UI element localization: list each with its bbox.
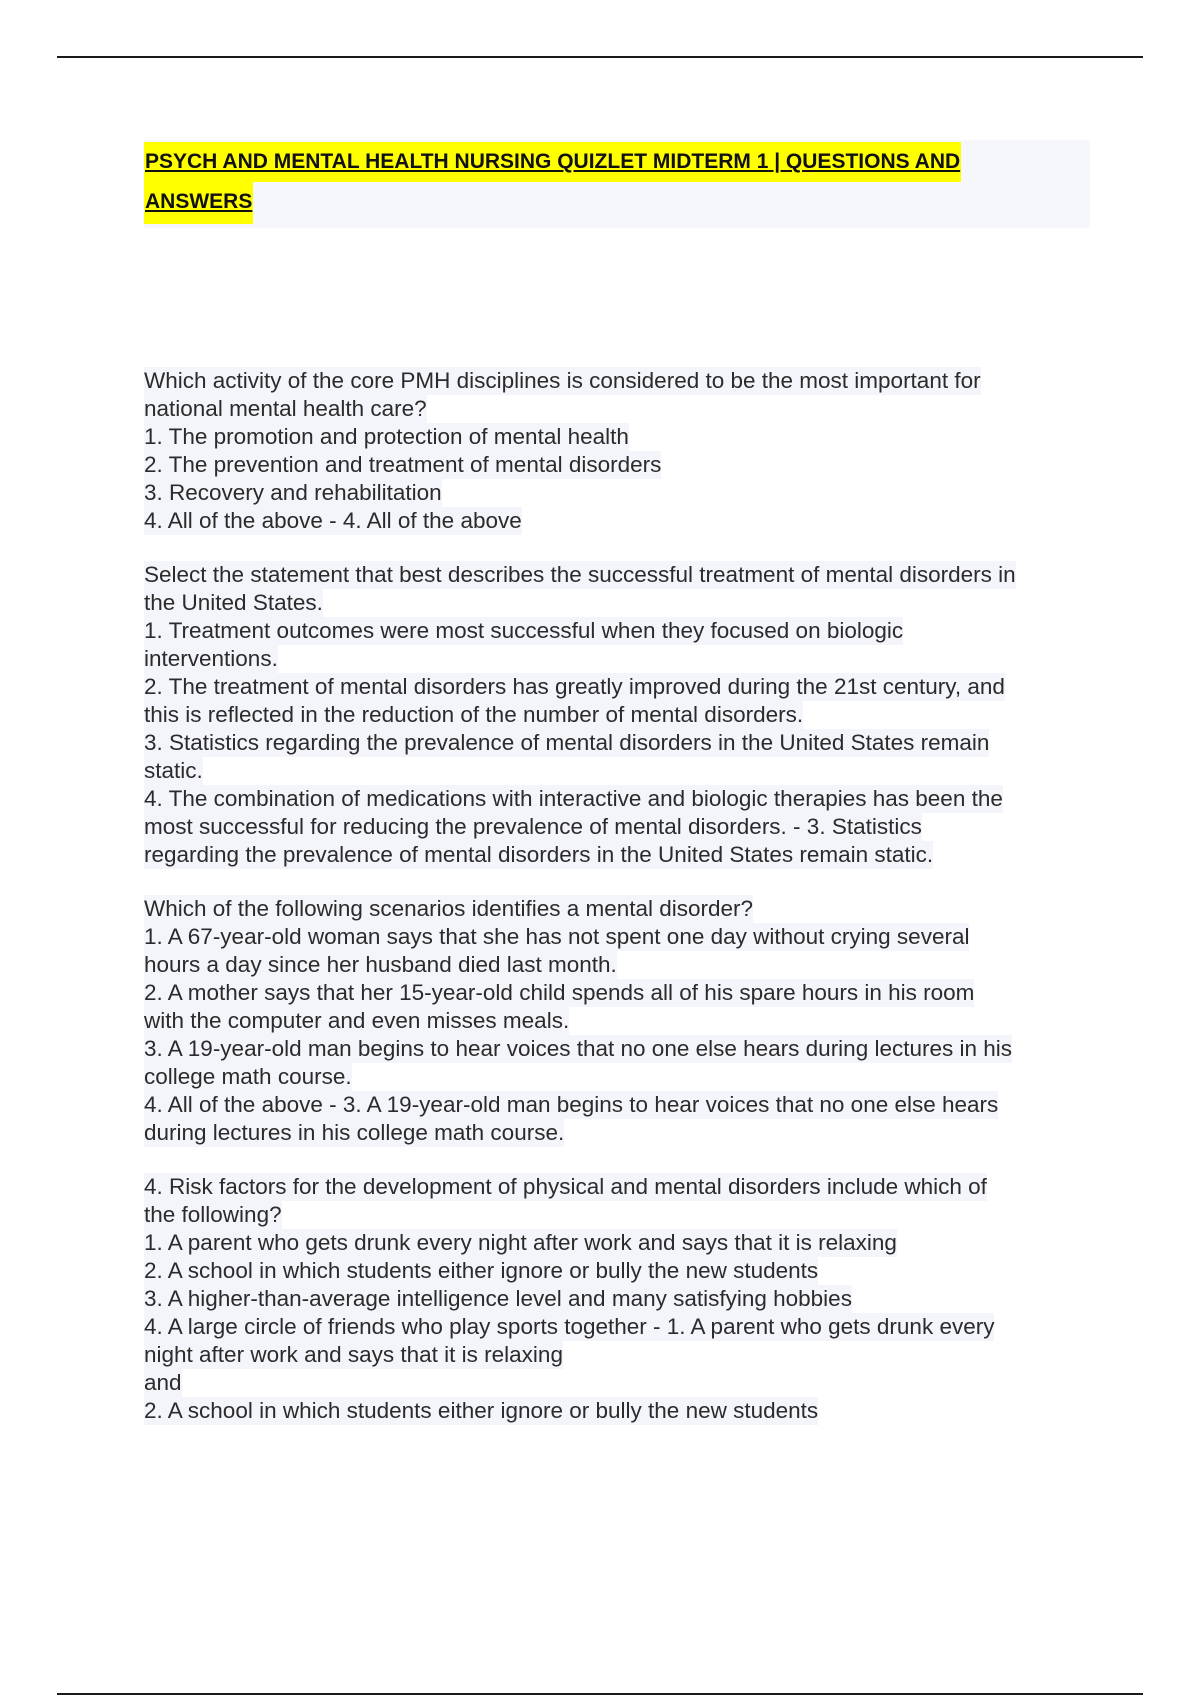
answer-option: 4. All of the above - 4. All of the above — [144, 508, 522, 533]
question-text: Which activity of the core PMH disciplines is considered to be the most important for — [144, 368, 981, 393]
answer-option: 3. A 19-year-old man begins to hear voices that no one else hears during lectures in his — [144, 1036, 1013, 1061]
question-text: Which of the following scenarios identifies a mental disorder? — [144, 896, 754, 921]
answer-option: 3. A higher-than-average intelligence level and many satisfying hobbies — [144, 1286, 852, 1311]
answer-option: 4. A large circle of friends who play sports together - 1. A parent who gets drunk every — [144, 1314, 995, 1339]
answer-option: 1. A 67-year-old woman says that she has not spent one day without crying several — [144, 924, 970, 949]
answer-option: 2. A school in which students either ignore or bully the new students — [144, 1258, 819, 1283]
document-title — [144, 140, 1090, 228]
answer-option: 1. A parent who gets drunk every night after work and says that it is relaxing — [144, 1230, 897, 1255]
answer-option: 2. A mother says that her 15-year-old child spends all of his spare hours in his room — [144, 980, 975, 1005]
question-block-4 — [144, 1173, 1090, 1425]
title-line-1: PSYCH AND MENTAL HEALTH NURSING QUIZLET MIDTERM 1 | QUESTIONS AND — [144, 142, 961, 182]
question-text: national mental health care? — [144, 396, 427, 421]
answer-option: 4. The combination of medications with interactive and biologic therapies has been the — [144, 786, 1003, 811]
answer-option: college math course. — [144, 1064, 352, 1089]
question-text: the following? — [144, 1202, 282, 1227]
answer-option: 1. The promotion and protection of mental health — [144, 424, 629, 449]
answer-option: hours a day since her husband died last month. — [144, 952, 617, 977]
answer-option: interventions. — [144, 646, 278, 671]
document-body — [144, 367, 1090, 1451]
answer-option: 2. The treatment of mental disorders has greatly improved during the 21st century, and — [144, 674, 1005, 699]
answer-option: 4. All of the above - 3. A 19-year-old man begins to hear voices that no one else hears — [144, 1092, 999, 1117]
answer-option: this is reflected in the reduction of the number of mental disorders. — [144, 702, 804, 727]
question-block-1 — [144, 367, 1090, 535]
title-line-2: ANSWERS — [144, 182, 253, 224]
answer-option: 2. A school in which students either ignore or bully the new students — [144, 1398, 819, 1423]
answer-option: static. — [144, 758, 203, 783]
answer-option: with the computer and even misses meals. — [144, 1008, 570, 1033]
question-block-3 — [144, 895, 1090, 1147]
question-block-2 — [144, 561, 1090, 869]
answer-option: 3. Recovery and rehabilitation — [144, 480, 442, 505]
question-text: the United States. — [144, 590, 323, 615]
answer-option: most successful for reducing the prevalence of mental disorders. - 3. Statistics — [144, 814, 922, 839]
answer-option: regarding the prevalence of mental disorders in the United States remain static. — [144, 842, 934, 867]
answer-option: during lectures in his college math course. — [144, 1120, 565, 1145]
answer-option: 3. Statistics regarding the prevalence of mental disorders in the United States remain — [144, 730, 990, 755]
answer-option: and — [144, 1370, 182, 1395]
footer-rule — [57, 1693, 1143, 1695]
header-rule — [57, 56, 1143, 58]
answer-option: night after work and says that it is relaxing — [144, 1342, 563, 1367]
question-text: 4. Risk factors for the development of physical and mental disorders include which of — [144, 1174, 987, 1199]
answer-option: 1. Treatment outcomes were most successful when they focused on biologic — [144, 618, 904, 643]
question-text: Select the statement that best describes the successful treatment of mental disorders in — [144, 562, 1016, 587]
answer-option: 2. The prevention and treatment of mental disorders — [144, 452, 662, 477]
